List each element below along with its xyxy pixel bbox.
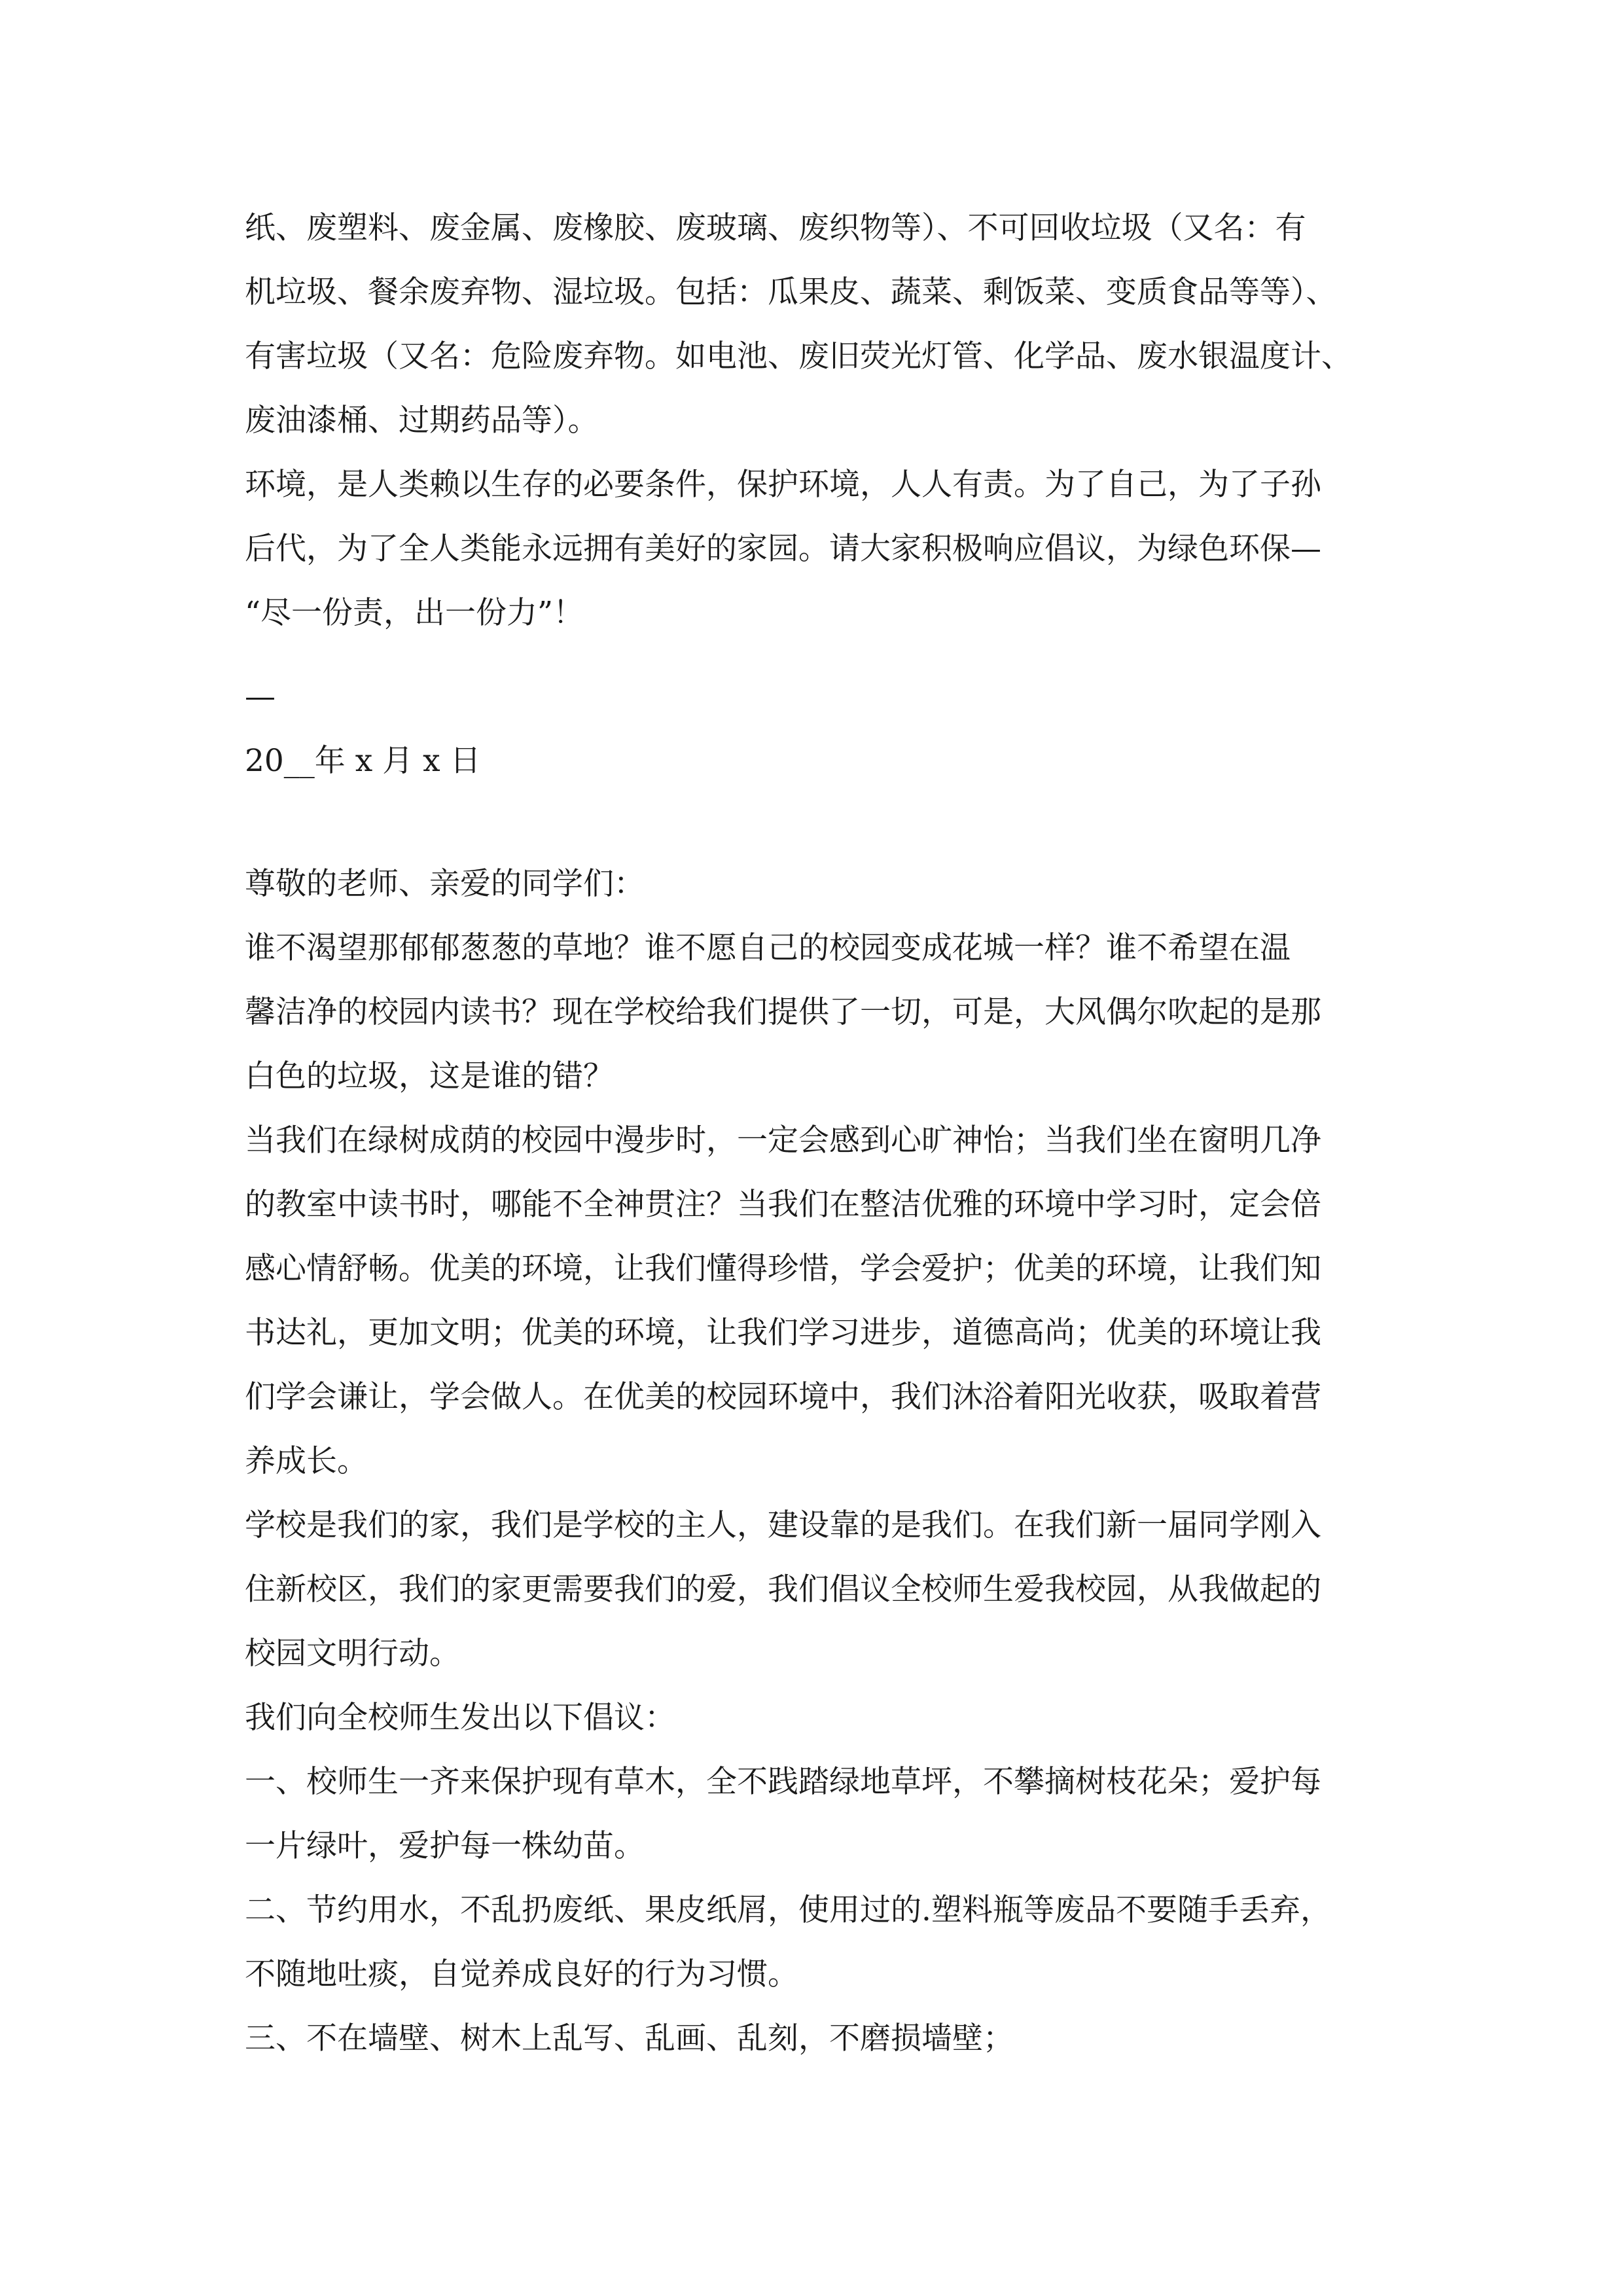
- signature-dash: —: [245, 679, 276, 715]
- text-line: 当我们在绿树成荫的校园中漫步时，一定会感到心旷神怡；当我们坐在窗明几净: [245, 1122, 1321, 1158]
- text-line: 们学会谦让，学会做人。在优美的校园环境中，我们沐浴着阳光收获，吸取着营: [245, 1379, 1321, 1415]
- text-line: 白色的垃圾，这是谁的错？: [245, 1058, 614, 1094]
- text-line: “尽一份责，出一份力”！: [245, 595, 584, 631]
- text-line: 环境，是人类赖以生存的必要条件，保护环境，人人有责。为了自己，为了子孙: [245, 467, 1321, 503]
- text-line: 住新校区，我们的家更需要我们的爱，我们倡议全校师生爱我校园，从我做起的: [245, 1571, 1321, 1607]
- text-line: 我们向全校师生发出以下倡议：: [245, 1700, 675, 1736]
- salutation: 尊敬的老师、亲爱的同学们：: [245, 866, 645, 902]
- text-line: 的教室中读书时，哪能不全神贯注？当我们在整洁优雅的环境中学习时，定会倍: [245, 1187, 1321, 1223]
- text-line: 不随地吐痰，自觉养成良好的行为习惯。: [245, 1956, 798, 1992]
- text-line: 机垃圾、餐余废弃物、湿垃圾。包括：瓜果皮、蔬菜、剩饭菜、变质食品等等）、: [245, 274, 1337, 310]
- text-line: 谁不渴望那郁郁葱葱的草地？谁不愿自己的校园变成花城一样？谁不希望在温: [245, 930, 1291, 966]
- text-line: 有害垃圾（又名：危险废弃物。如电池、废旧荧光灯管、化学品、废水银温度计、: [245, 338, 1352, 374]
- letter-date: 20__年 x 月 x 日: [245, 743, 481, 779]
- text-line: 一片绿叶，爱护每一株幼苗。: [245, 1828, 645, 1864]
- text-line: 废油漆桶、过期药品等）。: [245, 403, 599, 439]
- text-line: 养成长。: [245, 1443, 368, 1479]
- spacer: [245, 793, 1397, 852]
- text-line: 校园文明行动。: [245, 1636, 460, 1672]
- text-line: 二、节约用水，不乱扔废纸、果皮纸屑，使用过的.塑料瓶等废品不要随手丢弃，: [245, 1892, 1331, 1928]
- text-line: 馨洁净的校园内读书？现在学校给我们提供了一切，可是，大风偶尔吹起的是那: [245, 994, 1321, 1030]
- document-body: [245, 196, 1397, 2071]
- text-line: 学校是我们的家，我们是学校的主人，建设靠的是我们。在我们新一届同学刚入: [245, 1507, 1321, 1543]
- text-line: 三、不在墙壁、树木上乱写、乱画、乱刻，不磨损墙壁；: [245, 2020, 1014, 2056]
- text-line: 感心情舒畅。优美的环境，让我们懂得珍惜，学会爱护；优美的环境，让我们知: [245, 1251, 1321, 1287]
- text-line: 纸、废塑料、废金属、废橡胶、废玻璃、废织物等）、不可回收垃圾（又名：有: [245, 210, 1306, 246]
- text-line: 书达礼，更加文明；优美的环境，让我们学习进步，道德高尚；优美的环境让我: [245, 1315, 1321, 1351]
- text-line: 一、校师生一齐来保护现有草木，全不践踏绿地草坪，不攀摘树枝花朵；爱护每: [245, 1764, 1321, 1800]
- spacer: [245, 645, 1397, 665]
- text-line: 后代，为了全人类能永远拥有美好的家园。请大家积极响应倡议，为绿色环保—: [245, 531, 1321, 567]
